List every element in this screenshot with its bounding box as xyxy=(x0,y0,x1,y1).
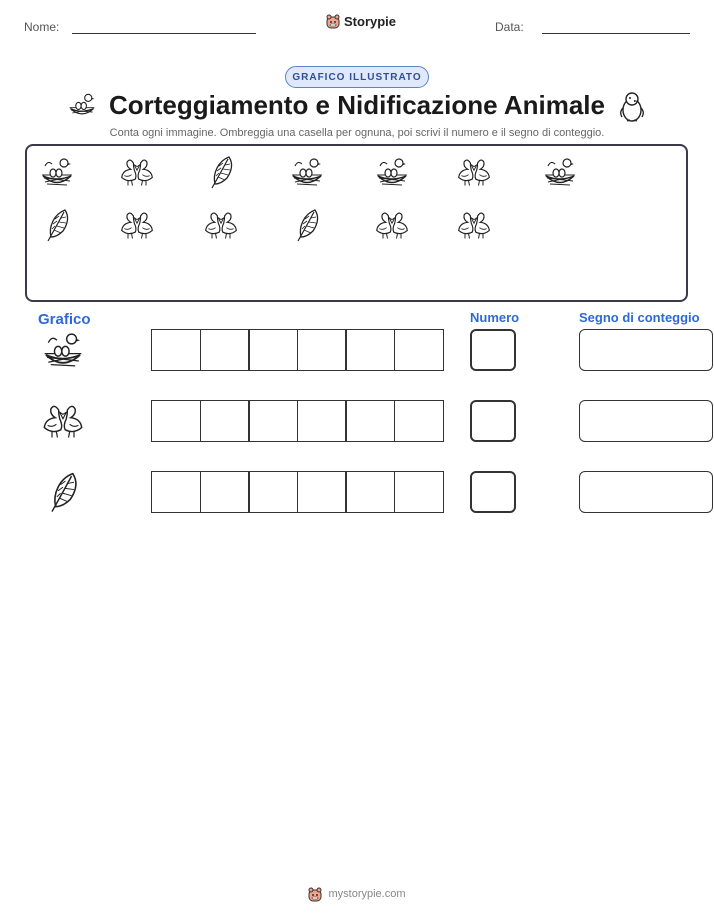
graph-column-header: Grafico xyxy=(38,311,91,328)
brand-name: Storypie xyxy=(344,13,397,29)
shading-cells xyxy=(151,471,442,513)
penguin-decoration-icon xyxy=(616,90,648,124)
number-answer-box[interactable] xyxy=(470,329,516,371)
date-line[interactable] xyxy=(542,33,690,34)
shade-cell[interactable] xyxy=(248,471,298,513)
shade-cell[interactable] xyxy=(200,329,250,371)
date-label: Data: xyxy=(495,20,524,34)
storypie-mascot-icon xyxy=(326,13,340,29)
name-line[interactable] xyxy=(72,33,256,34)
feather-icon xyxy=(289,207,325,243)
nest-icon xyxy=(542,154,578,190)
feather-icon xyxy=(39,207,75,243)
shade-cell[interactable] xyxy=(200,471,250,513)
page-title: Corteggiamento e Nidificazione Animale xyxy=(108,90,605,120)
swans-icon xyxy=(374,207,410,243)
shading-cells xyxy=(151,329,442,371)
shade-cell[interactable] xyxy=(394,400,444,442)
shade-cell[interactable] xyxy=(151,400,201,442)
tally-column-header: Segno di conteggio xyxy=(579,310,700,325)
shade-cell[interactable] xyxy=(297,400,347,442)
swans-icon xyxy=(456,207,492,243)
tally-answer-box[interactable] xyxy=(579,329,713,371)
shade-cell[interactable] xyxy=(151,471,201,513)
shade-cell[interactable] xyxy=(345,400,395,442)
feather-icon xyxy=(203,154,239,190)
number-answer-box[interactable] xyxy=(470,471,516,513)
swans-icon xyxy=(456,154,492,190)
shade-cell[interactable] xyxy=(297,471,347,513)
brand-logo xyxy=(326,13,396,29)
shade-cell[interactable] xyxy=(394,471,444,513)
shade-cell[interactable] xyxy=(345,471,395,513)
swans-icon xyxy=(203,207,239,243)
shade-cell[interactable] xyxy=(151,329,201,371)
footer xyxy=(0,886,714,902)
shade-cell[interactable] xyxy=(248,400,298,442)
shade-cell[interactable] xyxy=(248,329,298,371)
shade-cell[interactable] xyxy=(200,400,250,442)
nest-icon xyxy=(374,154,410,190)
nest-icon xyxy=(41,328,85,372)
tally-answer-box[interactable] xyxy=(579,471,713,513)
picture-box xyxy=(25,144,688,302)
nest-icon xyxy=(289,154,325,190)
swans-icon xyxy=(119,207,155,243)
tally-answer-box[interactable] xyxy=(579,400,713,442)
instructions: Conta ogni immagine. Ombreggia una casella per ognuna, poi scrivi il numero e il segno di conteggio. xyxy=(109,127,605,139)
storypie-mascot-icon xyxy=(308,886,322,902)
shade-cell[interactable] xyxy=(394,329,444,371)
shade-cell[interactable] xyxy=(345,329,395,371)
footer-url: mystorypie.com xyxy=(328,888,406,900)
shade-cell[interactable] xyxy=(297,329,347,371)
shading-cells xyxy=(151,400,442,442)
worksheet-type-badge: GRAFICO ILLUSTRATO xyxy=(285,66,429,88)
swans-icon xyxy=(41,399,85,443)
feather-icon xyxy=(41,470,85,514)
name-label: Nome: xyxy=(24,20,60,34)
number-answer-box[interactable] xyxy=(470,400,516,442)
nest-icon xyxy=(39,154,75,190)
number-column-header: Numero xyxy=(470,310,520,325)
swans-icon xyxy=(119,154,155,190)
